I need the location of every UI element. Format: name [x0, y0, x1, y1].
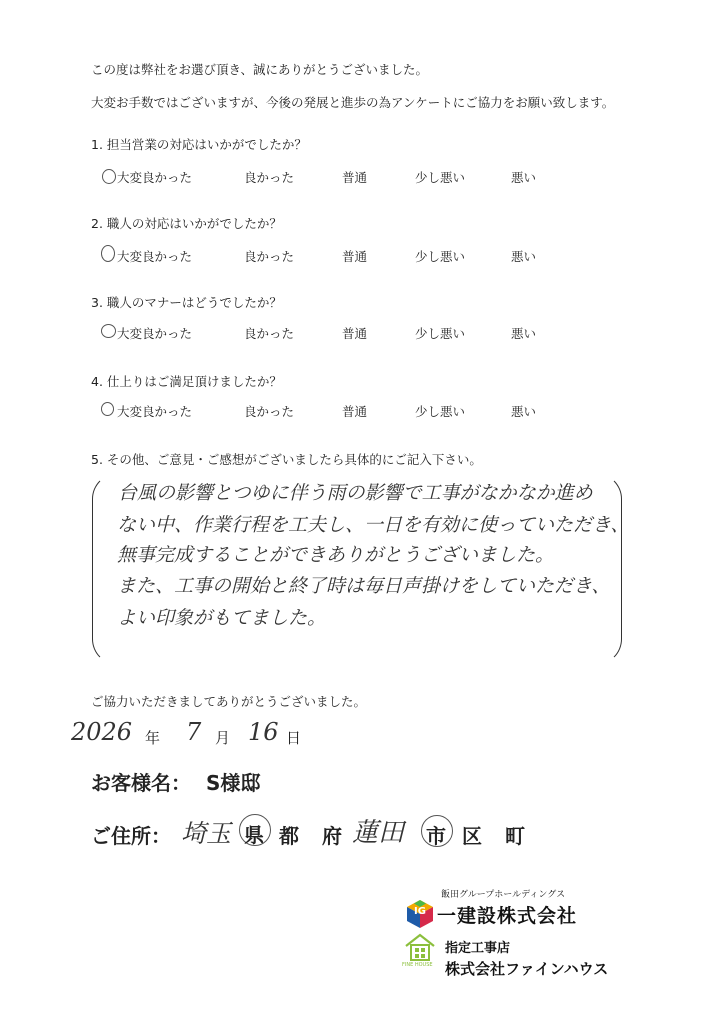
q4-option-slightly-bad: 少し悪い — [415, 404, 466, 419]
group-name: 飯田グループホールディングス — [441, 890, 566, 900]
q2-option-very-good: 大変良かった — [117, 249, 193, 264]
question-1: 1. 担当営業の対応はいかがでしたか？ — [91, 137, 307, 152]
q2-option-slightly-bad: 少し悪い — [415, 249, 466, 264]
selected-circle-mark — [101, 245, 115, 262]
q1-option-good: 良かった — [244, 170, 295, 185]
q4-option-bad: 悪い — [511, 404, 537, 419]
date-year-unit: 年 — [145, 729, 161, 747]
customer-label: お客様名： — [91, 771, 191, 795]
q3-option-normal: 普通 — [342, 326, 368, 341]
address-prefecture: 埼玉 — [181, 819, 232, 848]
q3-option-bad: 悪い — [511, 326, 537, 341]
q3-option-slightly-bad: 少し悪い — [415, 326, 466, 341]
q1-option-normal: 普通 — [342, 170, 368, 185]
thanks-text: ご協力いただきましてありがとうございました。 — [91, 694, 367, 709]
q2-option-bad: 悪い — [511, 249, 537, 264]
intro-line-1: この度は弊社をお選び頂き、誠にありがとうございました。 — [91, 62, 429, 77]
company2-name: 株式会社ファインハウス — [445, 960, 609, 978]
date-month-unit: 月 — [215, 729, 231, 747]
q4-option-very-good: 大変良かった — [117, 404, 193, 419]
designation-label: 指定工事店 — [445, 941, 511, 956]
company1-name: 一建設株式会社 — [437, 905, 578, 927]
address-label: ご住所： — [91, 824, 171, 848]
selected-circle-mark — [102, 169, 116, 184]
date-year: 2026 — [71, 718, 133, 746]
q1-option-slightly-bad: 少し悪い — [415, 170, 466, 185]
comment-line-2: ない中、作業行程を工夫し、一日を有効に使っていただき、 — [117, 514, 630, 536]
house-icon — [402, 932, 438, 962]
date-month: 7 — [186, 718, 202, 746]
ig-logo — [405, 899, 435, 929]
address-machi: 町 — [505, 824, 525, 848]
q4-option-normal: 普通 — [342, 404, 368, 419]
comment-line-5: よい印象がもてました。 — [117, 607, 327, 629]
address-to: 都 — [279, 824, 299, 848]
comment-line-4: また、工事の開始と終了時は毎日声掛けをしていただき、 — [117, 575, 611, 597]
q3-option-very-good: 大変良かった — [117, 326, 193, 341]
q2-option-normal: 普通 — [342, 249, 368, 264]
q2-option-good: 良かった — [244, 249, 295, 264]
address-city: 蓮田 — [352, 818, 405, 848]
comment-line-1: 台風の影響とつゆに伴う雨の影響で工事がなかなか進め — [118, 482, 593, 504]
fine-house-logo — [402, 932, 438, 972]
intro-line-2: 大変お手数ではございますが、今後の発展と進歩の為アンケートにご協力をお願い致します。 — [91, 95, 615, 110]
ig-badge-text: IG — [414, 906, 426, 917]
date-day-unit: 日 — [286, 729, 302, 747]
house-logo-text: FINE HOUSE — [402, 962, 433, 968]
address-ku: 区 — [462, 824, 482, 848]
q1-option-bad: 悪い — [511, 170, 537, 185]
selected-circle-mark — [101, 324, 116, 338]
q1-option-very-good: 大変良かった — [117, 170, 193, 185]
date-day: 16 — [248, 718, 279, 746]
question-5: 5. その他、ご意見・ご感想がございましたら具体的にご記入下さい。 — [91, 452, 482, 467]
selected-circle-mark — [101, 402, 114, 416]
q4-option-good: 良かった — [244, 404, 295, 419]
comment-line-3: 無事完成することができありがとうございました。 — [117, 544, 555, 566]
question-4: 4. 仕上りはご満足頂けましたか？ — [91, 374, 282, 389]
customer-name: S様邸 — [206, 771, 261, 795]
address-city-unit: 市 — [426, 824, 446, 848]
q3-option-good: 良かった — [244, 326, 295, 341]
question-2: 2. 職人の対応はいかがでしたか？ — [91, 216, 282, 231]
address-fu: 府 — [322, 824, 342, 848]
question-3: 3. 職人のマナーはどうでしたか？ — [91, 295, 282, 310]
address-pref-unit: 県 — [244, 823, 264, 847]
